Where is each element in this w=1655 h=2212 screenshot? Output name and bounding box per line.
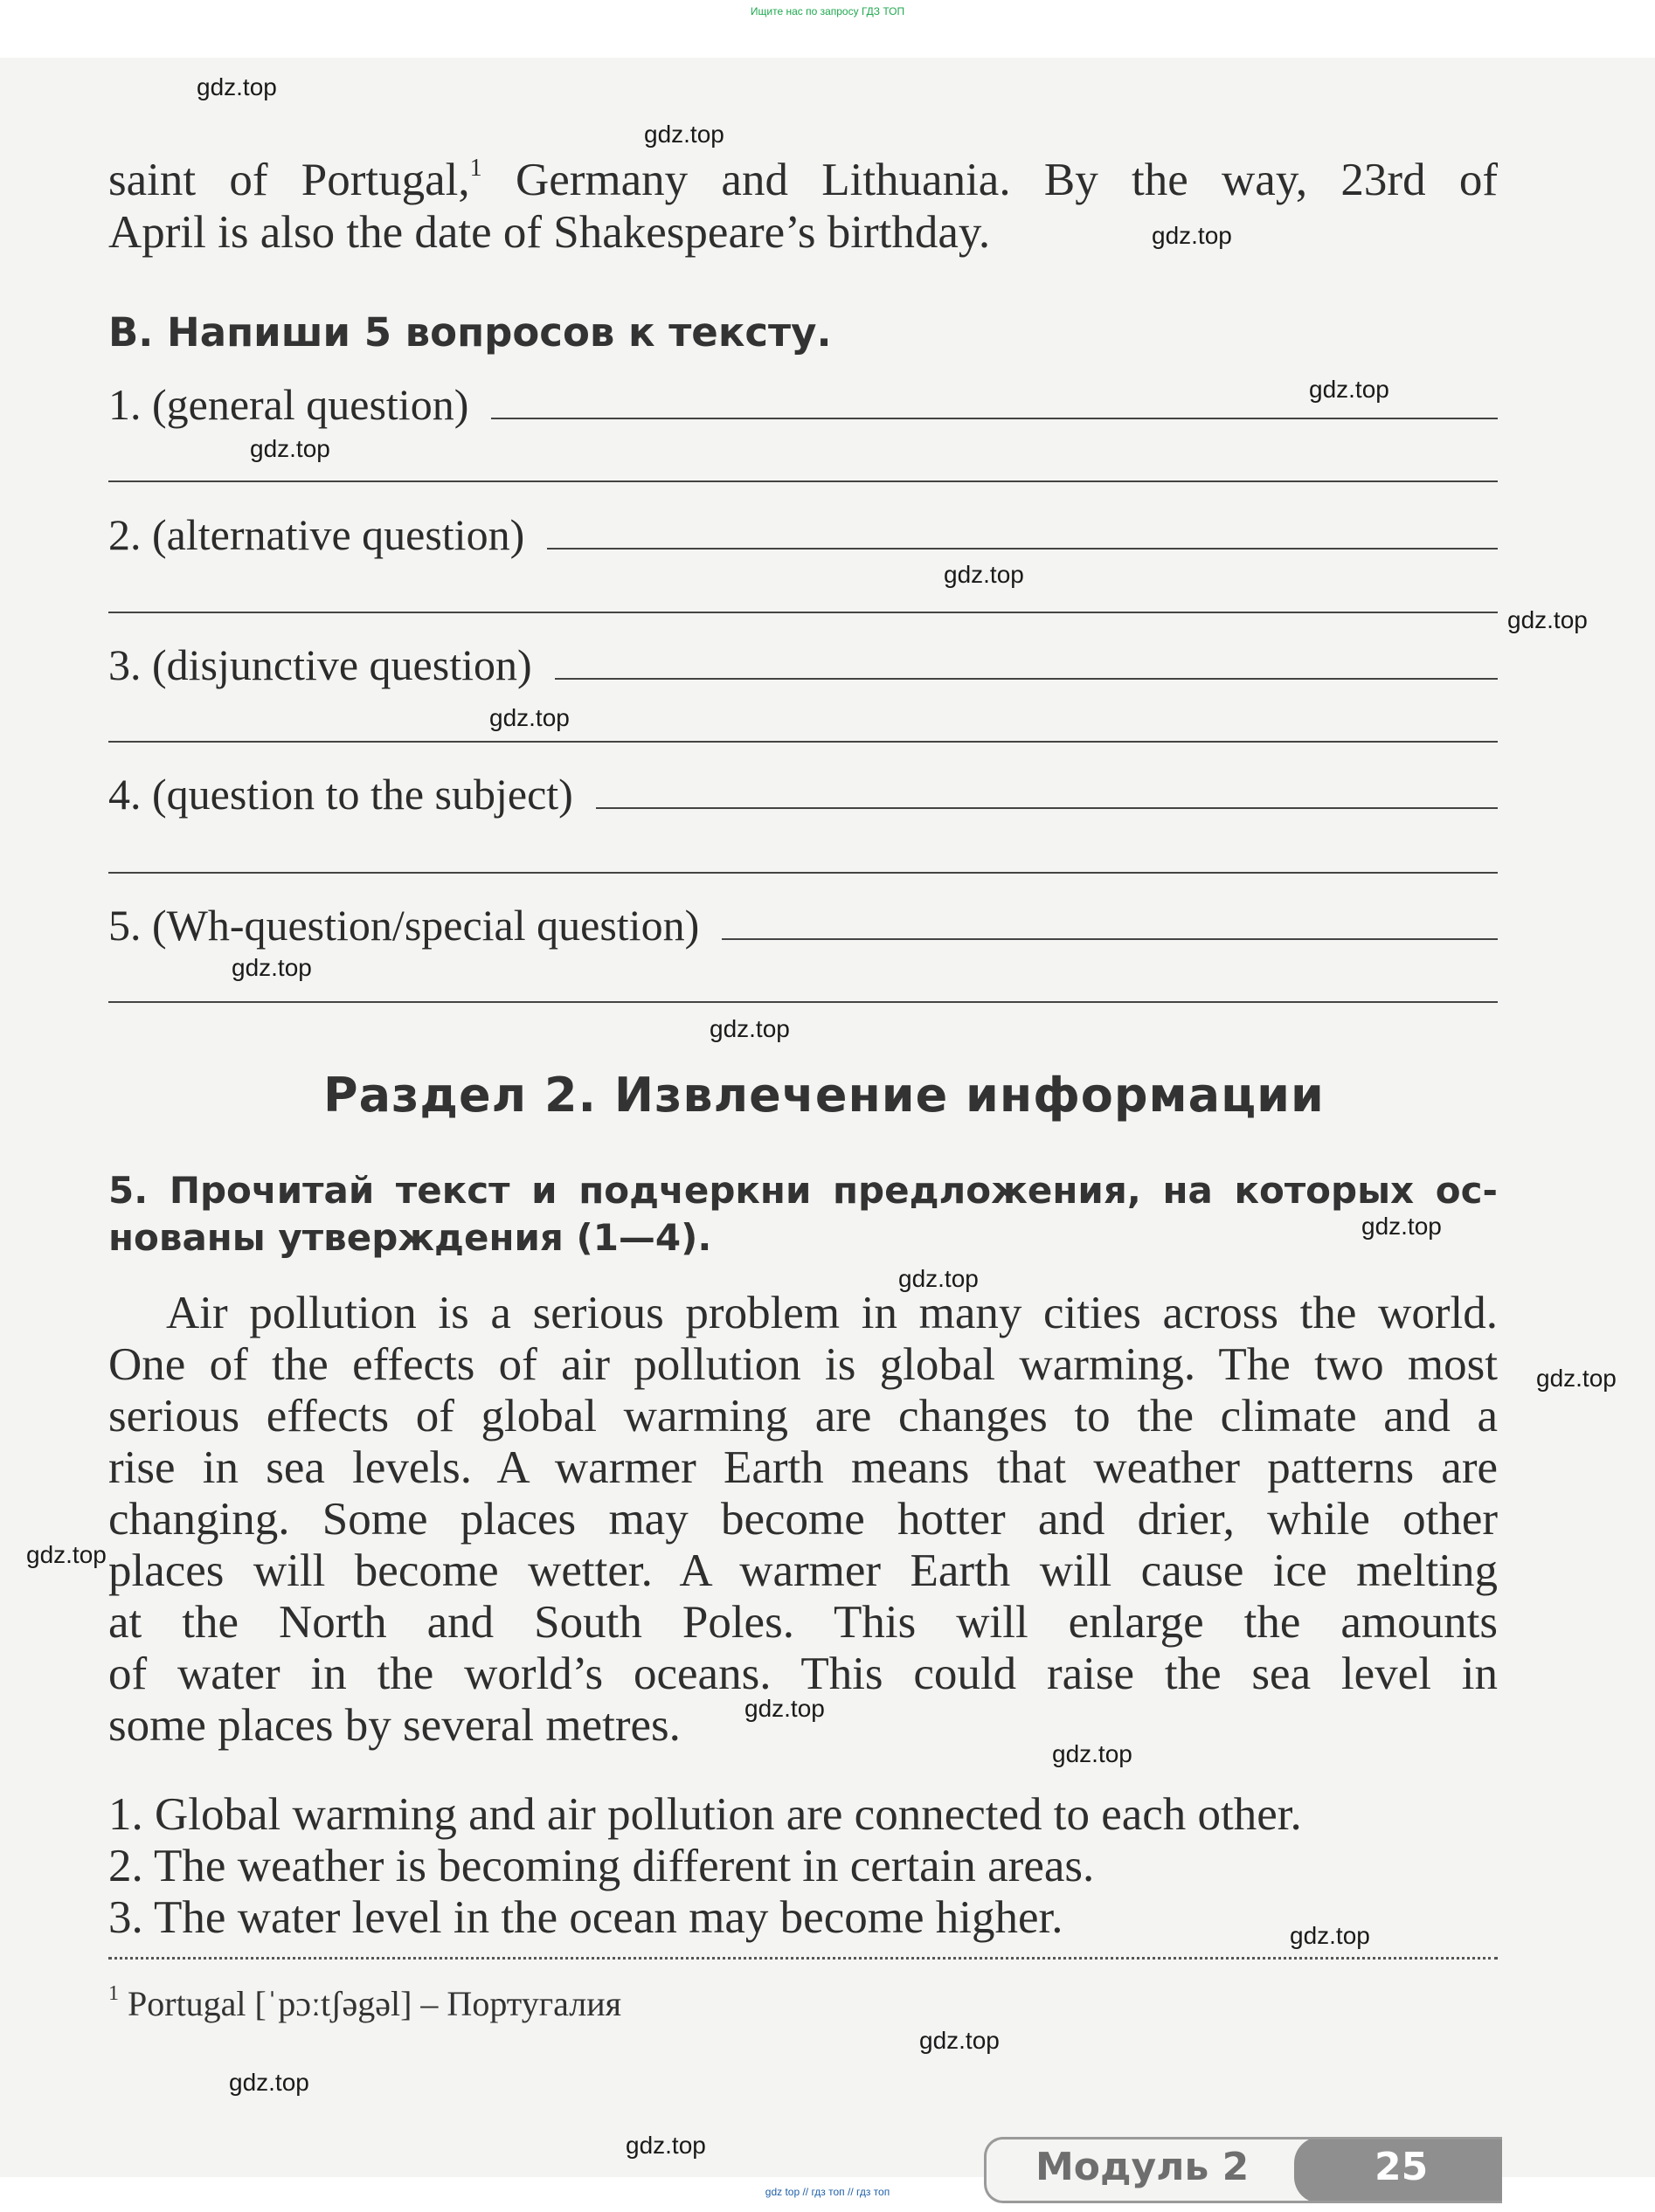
- answer-line[interactable]: [547, 548, 1498, 550]
- text-line: Air pollution is a serious problem in many cities across the world.: [166, 1288, 1498, 1338]
- watermark: gdz.top: [1361, 1213, 1442, 1240]
- question-label: 1. (general question): [108, 380, 469, 429]
- text-line: rise in sea levels. A warmer Earth means that weather patterns are: [108, 1442, 1498, 1493]
- watermark: gdz.top: [898, 1265, 979, 1292]
- watermark: gdz.top: [944, 561, 1024, 588]
- watermark: gdz.top: [1536, 1365, 1617, 1392]
- question-label: 3. (disjunctive question): [108, 640, 532, 689]
- watermark: gdz.top: [710, 1015, 790, 1042]
- module-label: Модуль 2: [1035, 2145, 1250, 2189]
- answer-line-extra[interactable]: [108, 612, 1498, 613]
- statement-item: 2. The weather is becoming different in certain areas.: [108, 1841, 1095, 1891]
- question-label: 4. (question to the subject): [108, 770, 573, 819]
- footnote-separator: [108, 1957, 1498, 1960]
- task-5-heading: [108, 1167, 1498, 1262]
- text-line: changing. Some places may become hotter and drier, while other: [108, 1494, 1498, 1545]
- watermark: gdz.top: [644, 121, 724, 148]
- statement-item: 1. Global warming and air pollution are connected to each other.: [108, 1789, 1302, 1840]
- intro-line-1: saint of Portugal,$^1$ Germany and Lithuania. By the way, 23rd of: [108, 155, 1498, 205]
- question-line-3: [108, 638, 1498, 690]
- watermark: gdz.top: [919, 2027, 1000, 2054]
- answer-line[interactable]: [555, 678, 1498, 680]
- answer-line-extra[interactable]: [108, 741, 1498, 743]
- text-line: some places by several metres.: [108, 1700, 681, 1751]
- watermark: gdz.top: [197, 73, 277, 100]
- watermark: gdz.top: [232, 954, 312, 981]
- watermark: gdz.top: [250, 435, 330, 462]
- footnote-ref: 1: [469, 155, 482, 182]
- question-line-5: [108, 898, 1498, 950]
- task-5-text: [108, 1288, 1498, 1752]
- task-5-heading-line-1: 5. Прочитай текст и подчеркни предложения, на которых ос-: [108, 1169, 1498, 1212]
- footnote-mark: 1: [108, 1982, 119, 2005]
- answer-line-extra[interactable]: [108, 1001, 1498, 1003]
- watermark: gdz.top: [1507, 606, 1588, 633]
- watermark: gdz.top: [26, 1541, 107, 1568]
- bottom-note: gdz top // гдз топ // гдз топ: [765, 2186, 890, 2198]
- watermark: gdz.top: [1290, 1922, 1370, 1949]
- text-line: serious effects of global warming are changes to the climate and a: [108, 1391, 1498, 1441]
- section-title: Раздел 2. Извлечение информации: [323, 1068, 1325, 1123]
- question-line-2: [108, 508, 1498, 560]
- text-line: at the North and South Poles. This will enlarge the amounts: [108, 1597, 1498, 1648]
- statements-list: [108, 1789, 1498, 1944]
- watermark: gdz.top: [1152, 222, 1232, 249]
- question-line-1: [108, 377, 1498, 430]
- footnote-text: Portugal [ˈpɔːtʃəgəl] – Португалия: [128, 1984, 622, 2023]
- top-search-note: Ищите нас по запросу ГДЗ ТОП: [750, 5, 905, 17]
- workbook-page: [0, 58, 1655, 2189]
- watermark: gdz.top: [1052, 1740, 1132, 1767]
- answer-line[interactable]: [596, 807, 1498, 809]
- text-line: of water in the world’s oceans. This could raise the sea level in: [108, 1649, 1498, 1699]
- intro-paragraph: [108, 154, 1498, 259]
- question-line-4: [108, 767, 1498, 819]
- answer-line[interactable]: [722, 938, 1498, 940]
- question-label: 2. (alternative question): [108, 510, 525, 559]
- watermark: gdz.top: [626, 2132, 706, 2159]
- answer-line-extra[interactable]: [108, 480, 1498, 482]
- page-number: 25: [1375, 2145, 1429, 2189]
- text-line: One of the effects of air pollution is global warming. The two most: [108, 1339, 1498, 1390]
- watermark: gdz.top: [489, 704, 570, 731]
- task-5-heading-line-2: нованы утверждения (1—4).: [108, 1216, 712, 1259]
- question-label: 5. (Wh-question/special question): [108, 901, 700, 950]
- watermark: gdz.top: [229, 2069, 309, 2096]
- statement-item: 3. The water level in the ocean may become higher.: [108, 1892, 1063, 1943]
- task-b-heading: B. Напиши 5 вопросов к тексту.: [108, 309, 832, 356]
- watermark: gdz.top: [744, 1695, 825, 1722]
- intro-line-2: April is also the date of Shakespeare’s birthday.: [108, 207, 991, 258]
- answer-line-extra[interactable]: [108, 872, 1498, 874]
- answer-line[interactable]: [491, 418, 1498, 419]
- watermark: gdz.top: [1309, 376, 1389, 403]
- footnote: [108, 1983, 621, 2024]
- text-line: places will become wetter. A warmer Earth will cause ice melting: [108, 1545, 1498, 1596]
